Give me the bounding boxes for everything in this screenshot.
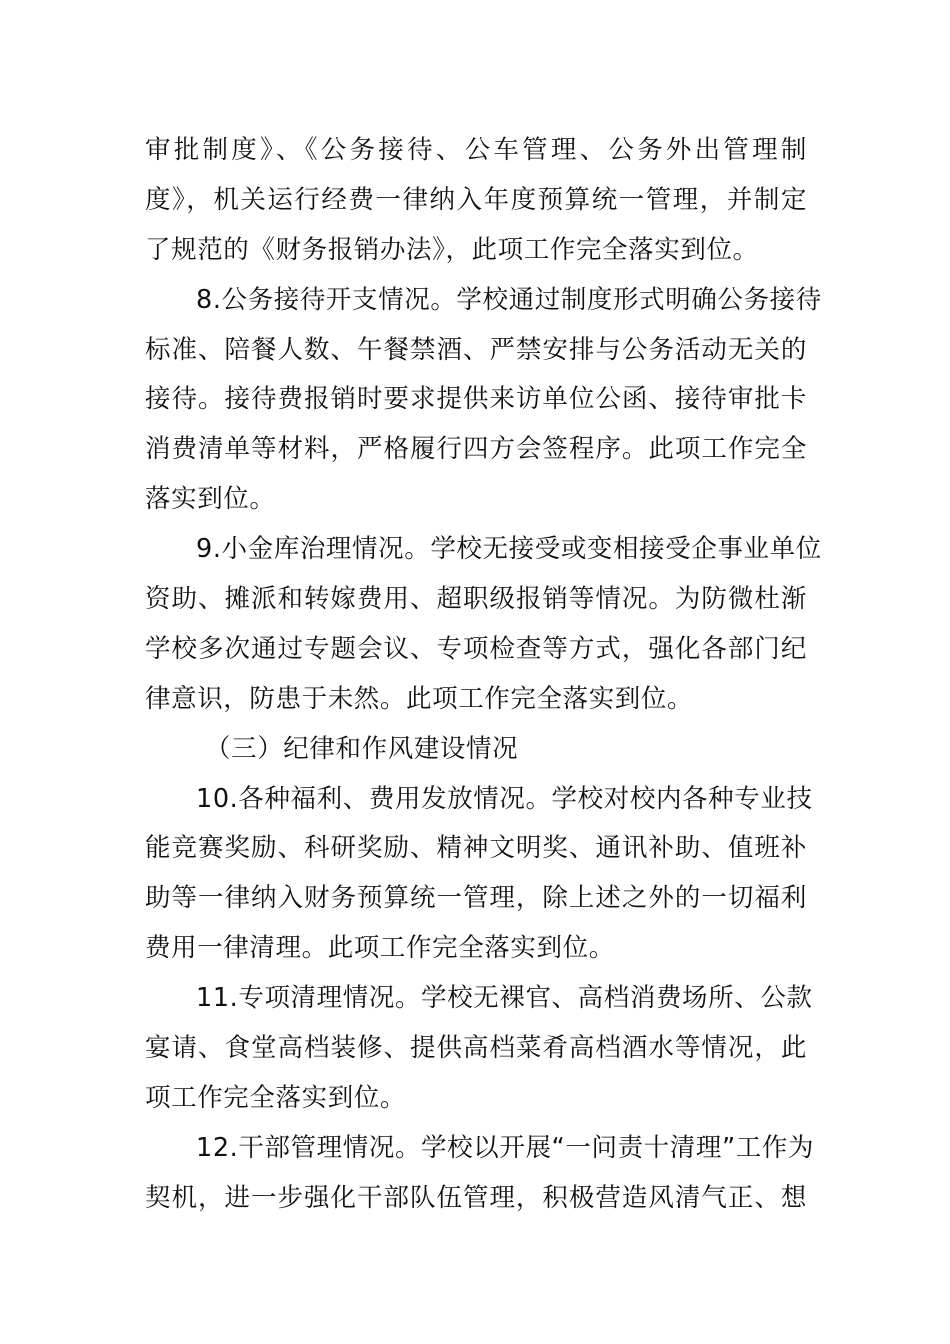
paragraph-9-start: 9.小金库治理情况。学校无接受或变相接受企事业单位	[196, 534, 822, 565]
text-line: 能竞赛奖励、科研奖励、精神文明奖、通讯补助、值班补	[145, 833, 807, 864]
text-line: 了规范的《财务报销办法》，此项工作完全落实到位。	[145, 234, 759, 265]
text-line: 宴请、食堂高档装修、提供高档菜肴高档酒水等情况，此	[145, 1033, 807, 1064]
text-line: 接待。接待费报销时要求提供来访单位公函、接待审批卡	[145, 384, 807, 415]
text-line: 度》，机关运行经费一律纳入年度预算统一管理，并制定	[145, 184, 807, 215]
text-line: 资助、摊派和转嫁费用、超职级报销等情况。为防微杜渐	[145, 584, 807, 615]
text-line: 落实到位。	[145, 484, 276, 515]
text-line: 审批制度》、《公务接待、公车管理、公务外出管理制	[145, 135, 807, 165]
text-line: 契机，进一步强化干部队伍管理，积极营造风清气正、想	[145, 1182, 807, 1213]
section-heading: （三）纪律和作风建设情况	[205, 733, 519, 764]
paragraph-12-start: 12.干部管理情况。学校以开展“一问责十清理”工作为	[196, 1132, 815, 1163]
text-line: 助等一律纳入财务预算统一管理，除上述之外的一切福利	[145, 883, 807, 914]
text-line: 标准、陪餐人数、午餐禁酒、严禁安排与公务活动无关的	[145, 334, 807, 365]
text-line: 律意识，防患于未然。此项工作完全落实到位。	[145, 683, 694, 714]
paragraph-10-start: 10.各种福利、费用发放情况。学校对校内各种专业技	[196, 783, 813, 814]
paragraph-11-start: 11.专项清理情况。学校无裸官、高档消费场所、公款	[196, 983, 813, 1014]
text-line: 费用一律清理。此项工作完全落实到位。	[145, 933, 615, 964]
text-line: 学校多次通过专题会议、专项检查等方式，强化各部门纪	[145, 633, 807, 664]
paragraph-8-start: 8.公务接待开支情况。学校通过制度形式明确公务接待	[196, 284, 822, 315]
document-body	[145, 126, 822, 1224]
text-line: 消费清单等材料，严格履行四方会签程序。此项工作完全	[145, 434, 807, 465]
text-line: 项工作完全落实到位。	[145, 1082, 407, 1113]
